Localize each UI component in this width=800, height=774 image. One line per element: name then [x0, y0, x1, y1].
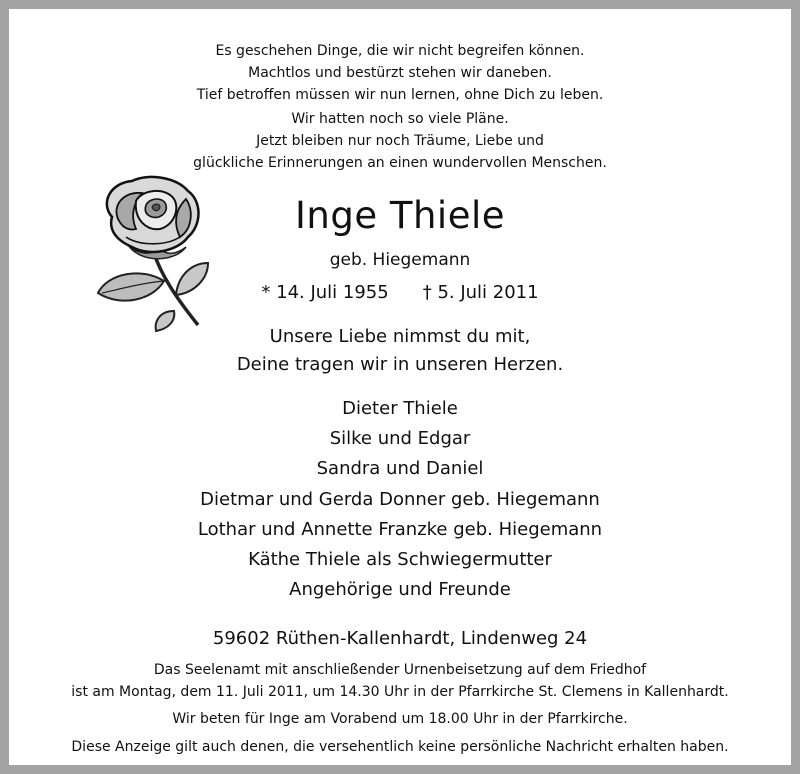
- family-member: Käthe Thiele als Schwiegermutter: [248, 549, 552, 570]
- family-member: Lothar und Annette Franzke geb. Hiegemann: [197, 519, 603, 540]
- family-member: Sandra und Daniel: [316, 458, 484, 479]
- life-dates: [20, 282, 780, 303]
- verse-line-2: Deine tragen wir in unseren Herzen.: [236, 354, 564, 375]
- poem-line-4: Wir hatten noch so viele Pläne.: [291, 111, 509, 127]
- obituary-content: [20, 20, 780, 754]
- family-member: Silke und Edgar: [329, 428, 471, 449]
- notice-line: Diese Anzeige gilt auch denen, die versehentlich keine persönliche Nachricht erhalten haben.: [71, 739, 729, 755]
- family-member: Angehörige und Freunde: [289, 579, 511, 600]
- family-member: Dieter Thiele: [342, 398, 458, 419]
- poem-line-6: glückliche Erinnerungen an einen wundervollen Menschen.: [193, 155, 607, 171]
- birth-date: * 14. Juli 1955: [261, 282, 389, 303]
- poem-line-1: Es geschehen Dinge, die wir nicht begreifen können.: [215, 43, 585, 59]
- prayer-line: Wir beten für Inge am Vorabend um 18.00 Uhr in der Pfarrkirche.: [172, 711, 628, 727]
- deceased-name: Inge Thiele: [294, 194, 505, 237]
- death-date: † 5. Juli 2011: [422, 282, 539, 303]
- poem-line-2: Machtlos und bestürzt stehen wir daneben.: [248, 65, 552, 81]
- family-member: Dietmar und Gerda Donner geb. Hiegemann: [200, 489, 600, 510]
- verse-line-1: Unsere Liebe nimmst du mit,: [269, 326, 531, 347]
- poem-line-3: Tief betroffen müssen wir nun lernen, ohne Dich zu leben.: [196, 87, 604, 103]
- birth-name: geb. Hiegemann: [329, 250, 471, 270]
- poem-line-5: Jetzt bleiben nur noch Träume, Liebe und: [256, 133, 544, 149]
- service-line-1: Das Seelenamt mit anschließender Urnenbeisetzung auf dem Friedhof: [153, 662, 647, 678]
- mourning-address: 59602 Rüthen-Kallenhardt, Lindenweg 24: [212, 628, 588, 649]
- service-line-2: ist am Montag, dem 11. Juli 2011, um 14.30 Uhr in der Pfarrkirche St. Clemens in Kallenhardt.: [71, 684, 729, 700]
